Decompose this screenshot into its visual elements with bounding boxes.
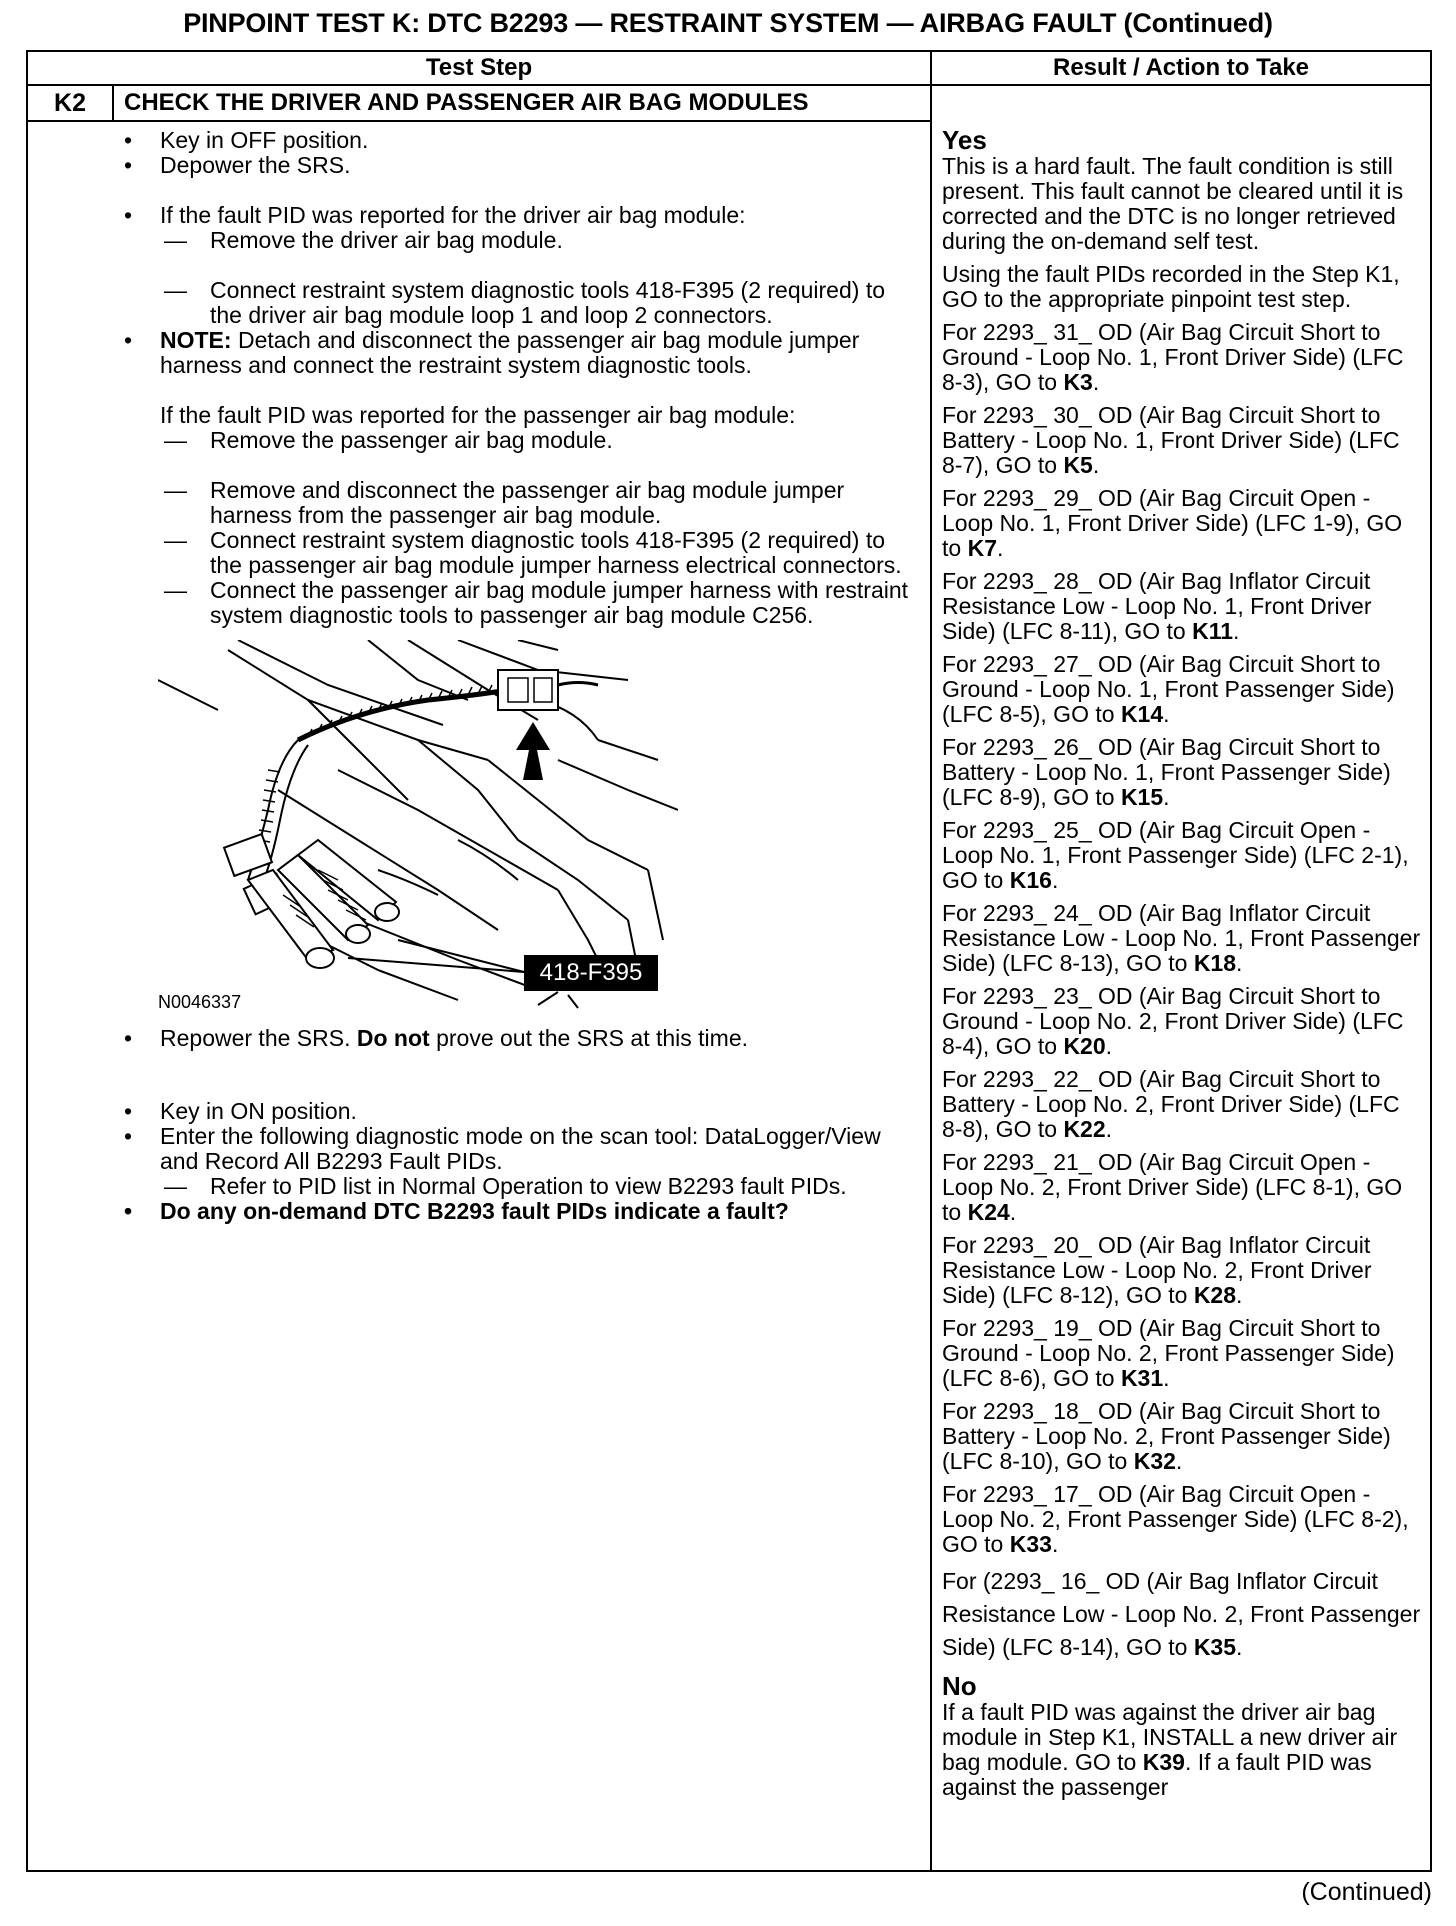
goto-entry: For 2293_ 21_ OD (Air Bag Circuit Open - Loop No. 2, Front Driver Side) (LFC 8-1), GO to K24. bbox=[942, 1149, 1403, 1225]
goto-entry-text: For 2293_ 23_ OD (Air Bag Circuit Short to Ground - Loop No. 2, Front Driver Side) (LFC 8-4), GO to bbox=[942, 983, 1404, 1059]
goto-entry-text: For 2293_ 22_ OD (Air Bag Circuit Short to Battery - Loop No. 2, Front Driver Side) (LFC 8-8), GO to bbox=[942, 1066, 1400, 1142]
goto-step-link: K14 bbox=[1120, 701, 1164, 727]
dash-disconnect-jumper: — Remove and disconnect the passenger air bag module jumper harness from the passenger air bag module. bbox=[116, 478, 916, 528]
column-header-test-step: Test Step bbox=[425, 54, 533, 81]
using-text: Using the fault PIDs recorded in the Step K1, GO to the appropriate pinpoint test step. bbox=[942, 261, 1400, 312]
no-label: No bbox=[942, 1671, 977, 1701]
goto-entry-text: For 2293_ 30_ OD (Air Bag Circuit Short to Battery - Loop No. 1, Front Driver Side) (LFC 8-7), GO to bbox=[942, 402, 1400, 478]
column-divider bbox=[930, 51, 932, 1871]
goto-entry-text: For 2293_ 24_ OD (Air Bag Inflator Circuit Resistance Low - Loop No. 1, Front Passenger Side) (LFC 8-13), GO to bbox=[942, 900, 1421, 976]
no-text-b: . If a fault PID was against the passenger bbox=[942, 1749, 1372, 1800]
goto-entry-text: For (2293_ 16_ OD (Air Bag Inflator Circuit Resistance Low - Loop No. 2, Front Passenger Side) (LFC 8-14), GO to bbox=[942, 1568, 1421, 1660]
goto-step-link: K5 bbox=[1063, 452, 1093, 478]
dash-remove-passenger-module: — Remove the passenger air bag module. bbox=[116, 428, 916, 453]
goto-entry: For 2293_ 29_ OD (Air Bag Circuit Open - Loop No. 1, Front Driver Side) (LFC 1-9), GO to K7. bbox=[942, 485, 1403, 561]
bullet-question: • Do any on-demand DTC B2293 fault PIDs indicate a fault? bbox=[116, 1199, 916, 1224]
no-text-a: If a fault PID was against the driver air bag module in Step K1, INSTALL a new driver air bag module. GO to bbox=[942, 1699, 1398, 1775]
goto-step-link: K18 bbox=[1193, 950, 1237, 976]
goto-entry: For 2293_ 27_ OD (Air Bag Circuit Short to Ground - Loop No. 1, Front Passenger Side) (LFC 8-5), GO to K14. bbox=[942, 651, 1395, 727]
goto-entry: For 2293_ 22_ OD (Air Bag Circuit Short to Battery - Loop No. 2, Front Driver Side) (LFC 8-8), GO to K22. bbox=[942, 1066, 1400, 1142]
tool-callout-label: 418-F395 bbox=[524, 955, 658, 991]
goto-entry: For 2293_ 31_ OD (Air Bag Circuit Short to Ground - Loop No. 1, Front Driver Side) (LFC 8-3), GO to K3. bbox=[942, 319, 1404, 395]
goto-step-link: K32 bbox=[1133, 1448, 1176, 1474]
page-title: PINPOINT TEST K: DTC B2293 — RESTRAINT SYSTEM — AIRBAG FAULT (Continued) bbox=[183, 8, 1273, 38]
goto-entry-text: For 2293_ 28_ OD (Air Bag Inflator Circuit Resistance Low - Loop No. 1, Front Driver Side) (LFC 8-11), GO to bbox=[942, 568, 1372, 644]
goto-entry: For 2293_ 26_ OD (Air Bag Circuit Short to Battery - Loop No. 1, Front Passenger Side) (LFC 8-9), GO to K15. bbox=[942, 734, 1391, 810]
goto-entry-text: For 2293_ 27_ OD (Air Bag Circuit Short to Ground - Loop No. 1, Front Passenger Side) (LFC 8-5), GO to bbox=[942, 651, 1395, 727]
goto-step-link: K7 bbox=[967, 535, 997, 561]
goto-entry: For (2293_ 16_ OD (Air Bag Inflator Circuit Resistance Low - Loop No. 2, Front Passenger Side) (LFC 8-14), GO to K35. bbox=[942, 1568, 1421, 1660]
goto-step-link: K11 bbox=[1192, 618, 1234, 644]
bullet-depower: • Depower the SRS. bbox=[116, 153, 916, 178]
goto-entry-text: For 2293_ 29_ OD (Air Bag Circuit Open - Loop No. 1, Front Driver Side) (LFC 1-9), GO to bbox=[942, 485, 1403, 561]
step-title-divider bbox=[26, 120, 930, 122]
goto-step-link: K24 bbox=[967, 1199, 1010, 1225]
goto-step-link: K35 bbox=[1193, 1634, 1237, 1660]
step-id: K2 bbox=[54, 89, 86, 117]
column-header-result: Result / Action to Take bbox=[1052, 54, 1310, 81]
bullet-note bbox=[116, 328, 916, 378]
goto-step-link: K28 bbox=[1193, 1282, 1237, 1308]
goto-step-link: K22 bbox=[1063, 1116, 1106, 1142]
note-label: NOTE: bbox=[160, 327, 232, 353]
bullet-driver-fault: • If the fault PID was reported for the driver air bag module: bbox=[116, 203, 916, 228]
dash-connect-passenger-tools: — Connect restraint system diagnostic tools 418-F395 (2 required) to the passenger air bag module jumper harness electrical connectors. bbox=[116, 528, 916, 578]
goto-entry: For 2293_ 19_ OD (Air Bag Circuit Short to Ground - Loop No. 2, Front Passenger Side) (LFC 8-6), GO to K31. bbox=[942, 1315, 1395, 1391]
goto-step-link: K16 bbox=[1009, 867, 1052, 893]
diagnostic-tool-illustration bbox=[158, 640, 678, 1020]
dash-connect-driver-tools: — Connect restraint system diagnostic tools 418-F395 (2 required) to the driver air bag module loop 1 and loop 2 connectors. bbox=[116, 278, 916, 328]
dash-connect-jumper-c256: — Connect the passenger air bag module jumper harness with restraint system diagnostic tools to passenger air bag module C256. bbox=[116, 578, 916, 628]
goto-step-link: K31 bbox=[1120, 1365, 1164, 1391]
goto-entry-text: For 2293_ 26_ OD (Air Bag Circuit Short to Battery - Loop No. 1, Front Passenger Side) (LFC 8-9), GO to bbox=[942, 734, 1391, 810]
bullet-diagnostic-mode: • Enter the following diagnostic mode on the scan tool: DataLogger/View and Record All B2293 Fault PIDs. bbox=[116, 1124, 916, 1174]
test-step-content bbox=[116, 128, 916, 1224]
dash-remove-driver-module: — Remove the driver air bag module. bbox=[116, 228, 916, 253]
repower-text-a: Repower the SRS. bbox=[160, 1025, 357, 1051]
goto-step-link: K3 bbox=[1063, 369, 1093, 395]
no-goto: K39 bbox=[1142, 1749, 1185, 1775]
result-content bbox=[942, 126, 1424, 1800]
bullet-key-off: • Key in OFF position. bbox=[116, 128, 916, 153]
bullet-repower bbox=[116, 1026, 916, 1051]
goto-entry-text: For 2293_ 20_ OD (Air Bag Inflator Circuit Resistance Low - Loop No. 2, Front Driver Side) (LFC 8-12), GO to bbox=[942, 1232, 1372, 1308]
goto-entry: For 2293_ 23_ OD (Air Bag Circuit Short to Ground - Loop No. 2, Front Driver Side) (LFC 8-4), GO to K20. bbox=[942, 983, 1404, 1059]
goto-entry: For 2293_ 20_ OD (Air Bag Inflator Circuit Resistance Low - Loop No. 2, Front Driver Side) (LFC 8-12), GO to K28. bbox=[942, 1232, 1372, 1308]
dash-refer-pid-list: — Refer to PID list in Normal Operation to view B2293 fault PIDs. bbox=[116, 1174, 916, 1199]
repower-text-bold: Do not bbox=[356, 1025, 430, 1051]
no-text bbox=[942, 1700, 1424, 1800]
goto-entry-text: For 2293_ 17_ OD (Air Bag Circuit Open - Loop No. 2, Front Passenger Side) (LFC 8-2), GO to bbox=[942, 1481, 1409, 1557]
yes-label: Yes bbox=[942, 125, 987, 155]
continued-footer: (Continued) bbox=[1301, 1878, 1432, 1906]
goto-entry: For 2293_ 30_ OD (Air Bag Circuit Short to Battery - Loop No. 1, Front Driver Side) (LFC 8-7), GO to K5. bbox=[942, 402, 1400, 478]
goto-entry: For 2293_ 25_ OD (Air Bag Circuit Open - Loop No. 1, Front Passenger Side) (LFC 2-1), GO to K16. bbox=[942, 817, 1409, 893]
goto-entry: For 2293_ 18_ OD (Air Bag Circuit Short to Battery - Loop No. 2, Front Passenger Side) (LFC 8-10), GO to K32. bbox=[942, 1398, 1391, 1474]
goto-step-link: K20 bbox=[1063, 1033, 1106, 1059]
goto-entry: For 2293_ 24_ OD (Air Bag Inflator Circuit Resistance Low - Loop No. 1, Front Passenger Side) (LFC 8-13), GO to K18. bbox=[942, 900, 1421, 976]
step-id-divider bbox=[112, 85, 114, 121]
passenger-fault-paragraph: If the fault PID was reported for the passenger air bag module: bbox=[160, 402, 796, 428]
goto-entry-text: For 2293_ 18_ OD (Air Bag Circuit Short to Battery - Loop No. 2, Front Passenger Side) (LFC 8-10), GO to bbox=[942, 1398, 1391, 1474]
note-text: Detach and disconnect the passenger air bag module jumper harness and connect the restraint system diagnostic tools. bbox=[160, 327, 860, 378]
goto-step-link: K15 bbox=[1120, 784, 1164, 810]
yes-text: This is a hard fault. The fault condition is still present. This fault cannot be cleared until it is corrected and the DTC is no longer retrieved during the on-demand self test. bbox=[942, 153, 1404, 254]
goto-entry: For 2293_ 28_ OD (Air Bag Inflator Circuit Resistance Low - Loop No. 1, Front Driver Side) (LFC 8-11), GO to K11. bbox=[942, 568, 1372, 644]
figure-id: N0046337 bbox=[158, 992, 242, 1012]
goto-entry: For 2293_ 17_ OD (Air Bag Circuit Open - Loop No. 2, Front Passenger Side) (LFC 8-2), GO to K33. bbox=[942, 1481, 1409, 1557]
repower-text-b: prove out the SRS at this time. bbox=[429, 1025, 749, 1051]
goto-entry-text: For 2293_ 19_ OD (Air Bag Circuit Short to Ground - Loop No. 2, Front Passenger Side) (LFC 8-6), GO to bbox=[942, 1315, 1395, 1391]
goto-entry-text: For 2293_ 25_ OD (Air Bag Circuit Open - Loop No. 1, Front Passenger Side) (LFC 2-1), GO to bbox=[942, 817, 1409, 893]
goto-step-link: K33 bbox=[1009, 1531, 1052, 1557]
bullet-key-on: • Key in ON position. bbox=[116, 1099, 916, 1124]
goto-entry-text: For 2293_ 31_ OD (Air Bag Circuit Short to Ground - Loop No. 1, Front Driver Side) (LFC 8-3), GO to bbox=[942, 319, 1404, 395]
goto-entry-text: For 2293_ 21_ OD (Air Bag Circuit Open - Loop No. 2, Front Driver Side) (LFC 8-1), GO to bbox=[942, 1149, 1403, 1225]
step-title: CHECK THE DRIVER AND PASSENGER AIR BAG MODULES bbox=[124, 89, 809, 116]
goto-entry-list bbox=[942, 320, 1424, 1664]
